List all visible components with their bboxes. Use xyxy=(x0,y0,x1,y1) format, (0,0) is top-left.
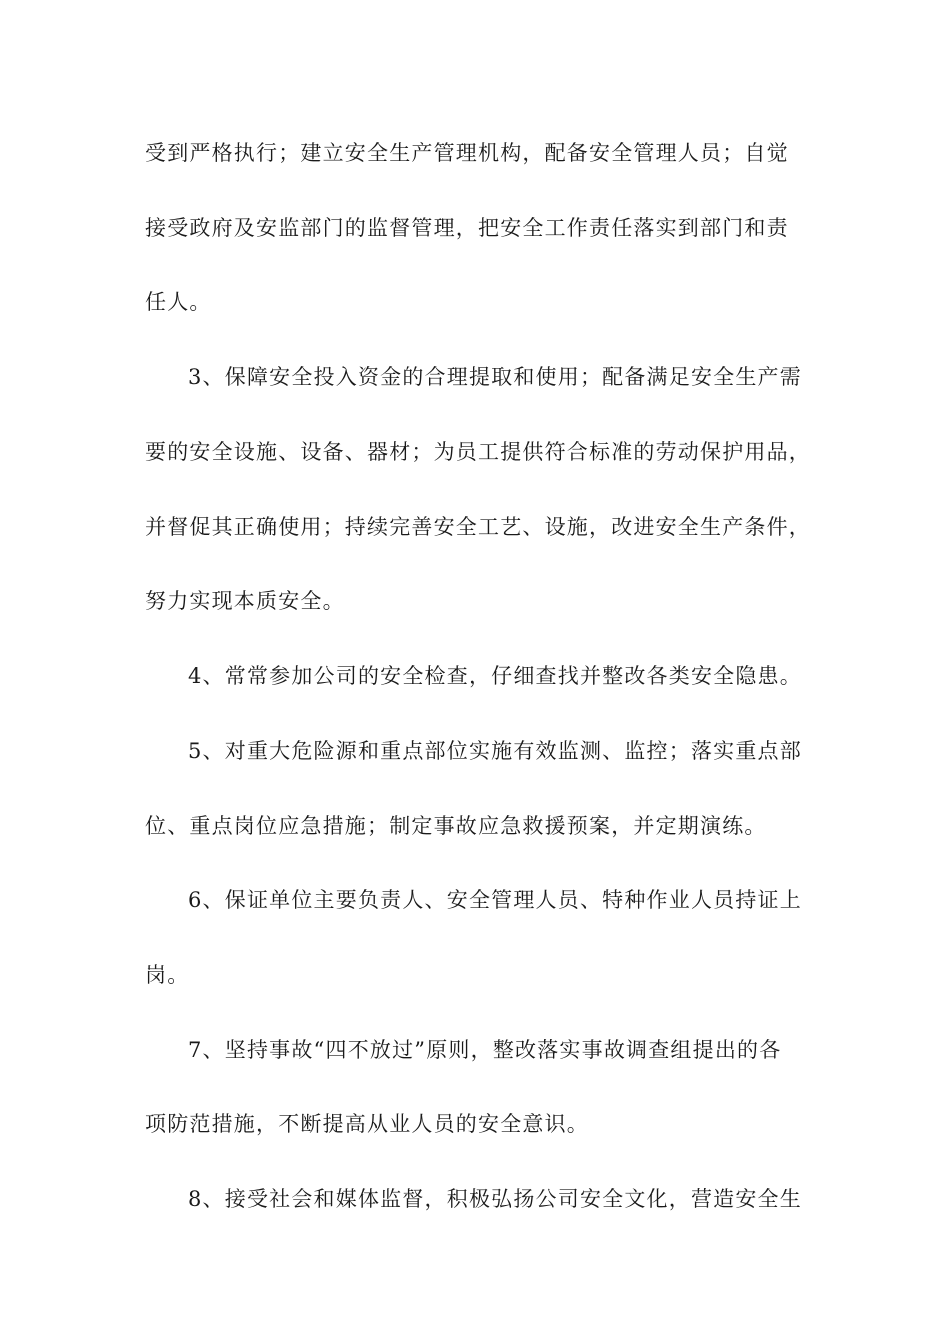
text-line: 项防范措施，不断提高从业人员的安全意识。 xyxy=(145,1112,589,1136)
text-line: 接受政府及安监部门的监督管理，把安全工作责任落实到部门和责 xyxy=(145,216,789,240)
paragraph-item-7: 7、坚持事故“四不放过”原则，整改落实事故调查组提出的各 xyxy=(188,1038,782,1062)
paragraph-item-3: 3、保障安全投入资金的合理提取和使用；配备满足安全生产需 xyxy=(188,365,802,389)
text-line: 位、重点岗位应急措施；制定事故应急救援预案，并定期演练。 xyxy=(145,814,767,838)
text-line: 任人。 xyxy=(145,290,212,314)
text-line: 并督促其正确使用；持续完善安全工艺、设施，改进安全生产条件， xyxy=(145,515,811,539)
paragraph-item-4: 4、常常参加公司的安全检查，仔细查找并整改各类安全隐患。 xyxy=(188,664,802,688)
text-line: 努力实现本质安全。 xyxy=(145,589,345,613)
text-line: 要的安全设施、设备、器材；为员工提供符合标准的劳动保护用品， xyxy=(145,440,811,464)
paragraph-item-8: 8、接受社会和媒体监督，积极弘扬公司安全文化，营造安全生 xyxy=(188,1187,802,1211)
text-line: 受到严格执行；建立安全生产管理机构，配备安全管理人员；自觉 xyxy=(145,141,789,165)
paragraph-item-6: 6、保证单位主要负责人、安全管理人员、特种作业人员持证上 xyxy=(188,888,802,912)
text-line: 岗。 xyxy=(145,963,190,987)
paragraph-item-5: 5、对重大危险源和重点部位实施有效监测、监控；落实重点部 xyxy=(188,739,802,763)
